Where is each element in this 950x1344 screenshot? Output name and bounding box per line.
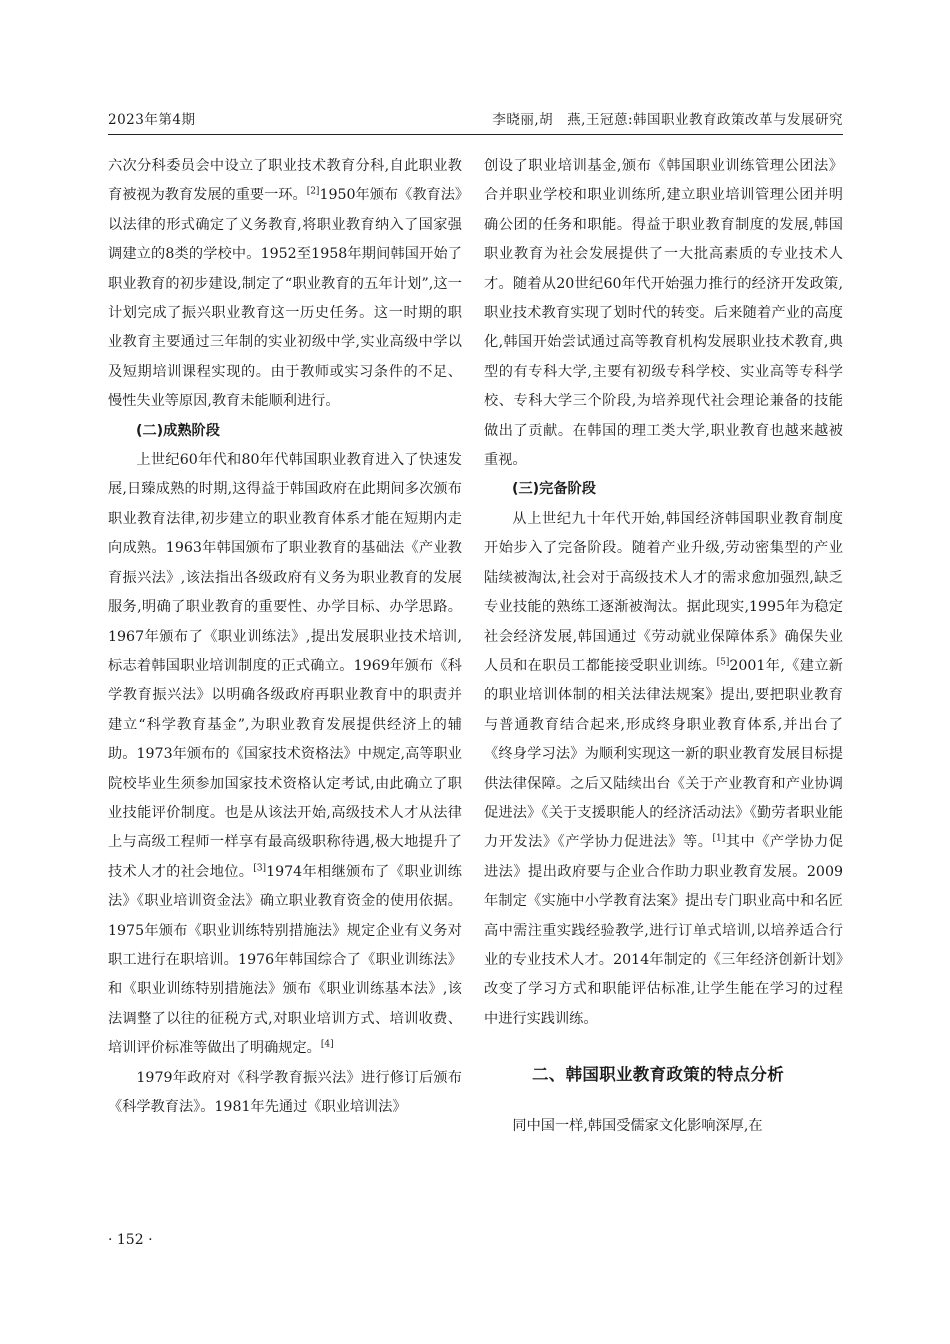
page-number: · 152 · (108, 1232, 153, 1248)
citation[interactable]: [1] (712, 833, 726, 844)
citation[interactable]: [5] (716, 657, 730, 668)
journal-issue: 2023年第4期 (108, 112, 196, 128)
right-column (484, 152, 843, 1141)
citation[interactable]: [2] (306, 186, 320, 197)
header-rule (108, 134, 843, 135)
paragraph: 上世纪60年代和80年代韩国职业教育进入了快速发展,日臻成熟的时期,这得益于韩国政府在此期间多次颁布职业教育法律,初步建立的职业教育体系才能在短期内走向成熟。1963年韩国颁布了职业教育的基础法《产业教育振兴法》,该法指出各级政府有义务为职业教育的发展服务,明确了职业教育的重要性、办学目标、办学思路。1967年颁布了《职业训练法》,提出发展职业技术培训,标志着韩国职业培训制度的正式确立。1969年颁布《科学教育振兴法》以明确各级政府再职业教育中的职责并建立“科学教育基金”,为职业教育发展提供经济上的辅助。1973年颁布的《国家技术资格法》中规定,高等职业院校毕业生须参加国家技术资格认定考试,由此确立了职业技能评价制度。也是从该法开始,高级技术人才从法律上与高级工程师一样享有最高级职称待遇,极大地提升了技术人才的社会地位。[3]1974年相继颁布了《职业训练法》《职业培训资金法》确立职业教育资金的使用依据。1975年颁布《职业训练特别措施法》规定企业有义务对职工进行在职培训。1976年韩国综合了《职业训练法》和《职业训练特别措施法》颁布《职业训练基本法》,该法调整了以往的征税方式,对职业培训方式、培训收费、培训评价标准等做出了明确规定。[4] (108, 452, 462, 1057)
subsection-heading: (二)成熟阶段 (136, 422, 220, 439)
paragraph: 六次分科委员会中设立了职业技术教育分科,自此职业教育被视为教育发展的重要一环。[2]1950年颁布《教育法》以法律的形式确定了义务教育,将职业教育纳入了国家强调建立的8类的学校中。1952至1958年期间韩国开始了职业教育的初步建设,制定了“职业教育的五年计划”,这一计划完成了振兴职业教育这一历史任务。这一时期的职业教育主要通过三年制的实业初级中学,实业高级中学以及短期培训课程实现的。由于教师或实习条件的不足、慢性失业等原因,教育未能顺利进行。 (108, 158, 462, 410)
citation[interactable]: [3] (253, 863, 267, 874)
running-title: 李晓丽,胡 燕,王冠蒽:韩国职业教育政策改革与发展研究 (492, 112, 843, 128)
paragraph: 创设了职业培训基金,颁布《韩国职业训练管理公团法》合并职业学校和职业训练所,建立职业培训管理公团并明确公团的任务和职能。得益于职业教育制度的发展,韩国职业教育为社会发展提供了一大批高素质的专业技术人才。随着从20世纪60年代开始强力推行的经济开发政策,职业技术教育实现了划时代的转变。后来随着产业的高度化,韩国开始尝试通过高等教育机构发展职业技术教育,典型的有专科大学,主要有初级专科学校、实业高等专科学校、专科大学三个阶段,为培养现代社会理论兼备的技能做出了贡献。在韩国的理工类大学,职业教育也越来越被重视。 (484, 158, 843, 469)
running-header (108, 108, 843, 130)
section-heading: 二、韩国职业教育政策的特点分析 (532, 1065, 784, 1085)
paragraph: 同中国一样,韩国受儒家文化影响深厚,在 (512, 1117, 763, 1134)
subsection-heading: (三)完备阶段 (512, 481, 596, 498)
paragraph: 1979年政府对《科学教育振兴法》进行修订后颁布《科学教育法》。1981年先通过《职业培训法》 (108, 1069, 462, 1115)
left-column (108, 152, 462, 1122)
paragraph: 从上世纪九十年代开始,韩国经济韩国职业教育制度开始步入了完备阶段。随着产业升级,劳动密集型的产业陆续被淘汰,社会对于高级技术人才的需求愈加强烈,缺乏专业技能的熟练工逐渐被淘汰。据此现实,1995年为稳定社会经济发展,韩国通过《劳动就业保障体系》确保失业人员和在职员工都能接受职业训练。[5]2001年,《建立新的职业培训体制的相关法律法规案》提出,要把职业教育与普通教育结合起来,形成终身职业教育体系,并出台了《终身学习法》为顺利实现这一新的职业教育发展目标提供法律保障。之后又陆续出台《关于产业教育和产业协调促进法》《关于支援职能人的经济活动法》《勤劳者职业能力开发法》《产学协力促进法》等。[1]其中《产学协力促进法》提出政府要与企业合作助力职业教育发展。2009年制定《实施中小学教育法案》提出专门职业高中和名匠高中需注重实践经验教学,进行订单式培训,以培养适合行业的专业技术人才。2014年制定的《三年经济创新计划》改变了学习方式和职能评估标准,让学生能在学习的过程中进行实践训练。 (484, 510, 843, 1027)
citation[interactable]: [4] (320, 1039, 334, 1050)
